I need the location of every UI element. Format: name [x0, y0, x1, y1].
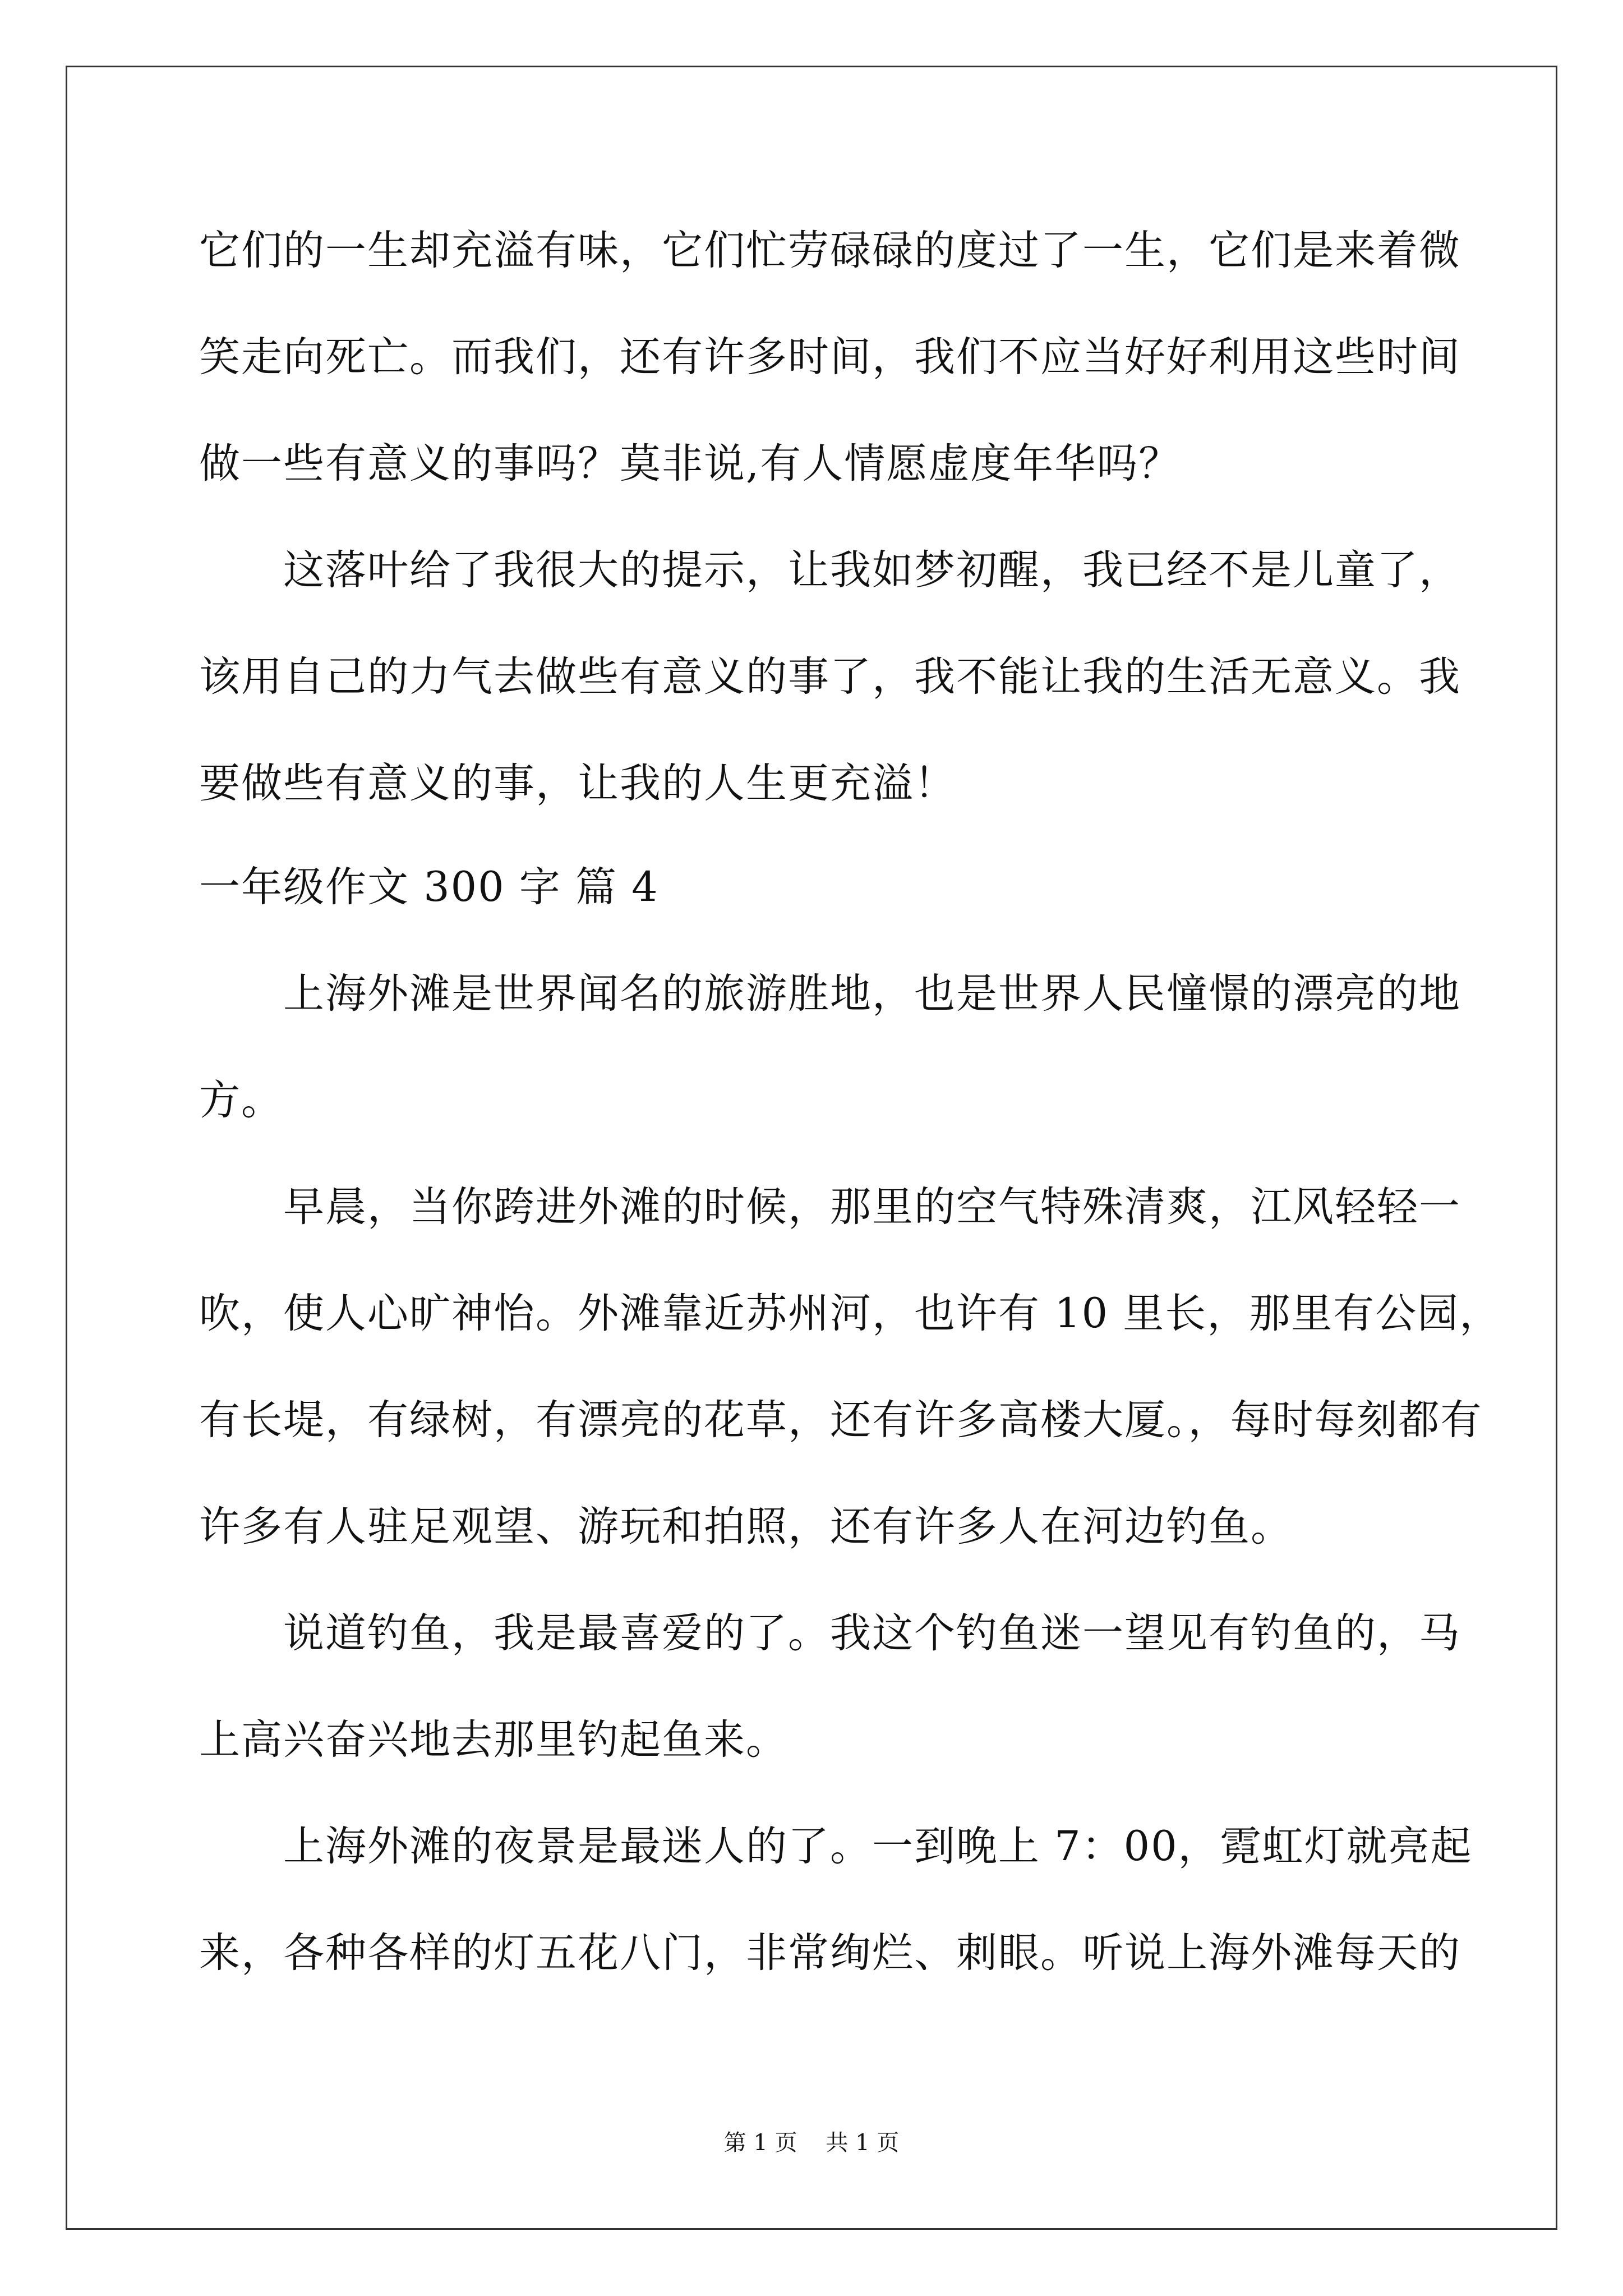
- body-line: 该用自己的力气去做些有意义的事了，我不能让我的生活无意义。我: [199, 653, 1461, 701]
- body-line: 它们的一生却充溢有味，它们忙劳碌碌的度过了一生，它们是来着微: [199, 227, 1461, 274]
- body-line: 笑走向死亡。而我们，还有许多时间，我们不应当好好利用这些时间: [199, 333, 1461, 381]
- body-line: 吹，使人心旷神怡。外滩靠近苏州河，也许有 10 里长，那里有公园，: [199, 1290, 1502, 1337]
- page-border: [66, 66, 1557, 2230]
- body-line: 上海外滩的夜景是最迷人的了。一到晚上 7：00，霓虹灯就亮起: [199, 1823, 1473, 1870]
- body-line: 说道钓鱼，我是最喜爱的了。我这个钓鱼迷一望见有钓鱼的，马: [199, 1609, 1461, 1657]
- body-line: 上高兴奋兴地去那里钓起鱼来。: [199, 1716, 788, 1764]
- body-line: 上海外滩是世界闻名的旅游胜地，也是世界人民憧憬的漂亮的地: [199, 970, 1461, 1018]
- body-line: 有长堤，有绿树，有漂亮的花草，还有许多高楼大厦。，每时每刻都有: [199, 1396, 1483, 1444]
- section-heading: 一年级作文 300 字 篇 4: [199, 863, 659, 911]
- page-footer: 第 1 页 共 1 页: [723, 2130, 900, 2156]
- body-line: 来，各种各样的灯五花八门，非常绚烂、刺眼。听说上海外滩每天的: [199, 1929, 1461, 1977]
- body-line: 早晨，当你跨进外滩的时候，那里的空气特殊清爽，江风轻轻一: [199, 1183, 1461, 1231]
- body-line: 许多有人驻足观望、游玩和拍照，还有许多人在河边钓鱼。: [199, 1503, 1293, 1550]
- body-line: 这落叶给了我很大的提示，让我如梦初醒，我已经不是儿童了，: [199, 546, 1461, 594]
- body-line: 要做些有意义的事，让我的人生更充溢！: [199, 760, 956, 807]
- body-line: 做一些有意义的事吗？莫非说,有人情愿虚度年华吗？: [199, 440, 1181, 487]
- body-line: 方。: [199, 1076, 283, 1124]
